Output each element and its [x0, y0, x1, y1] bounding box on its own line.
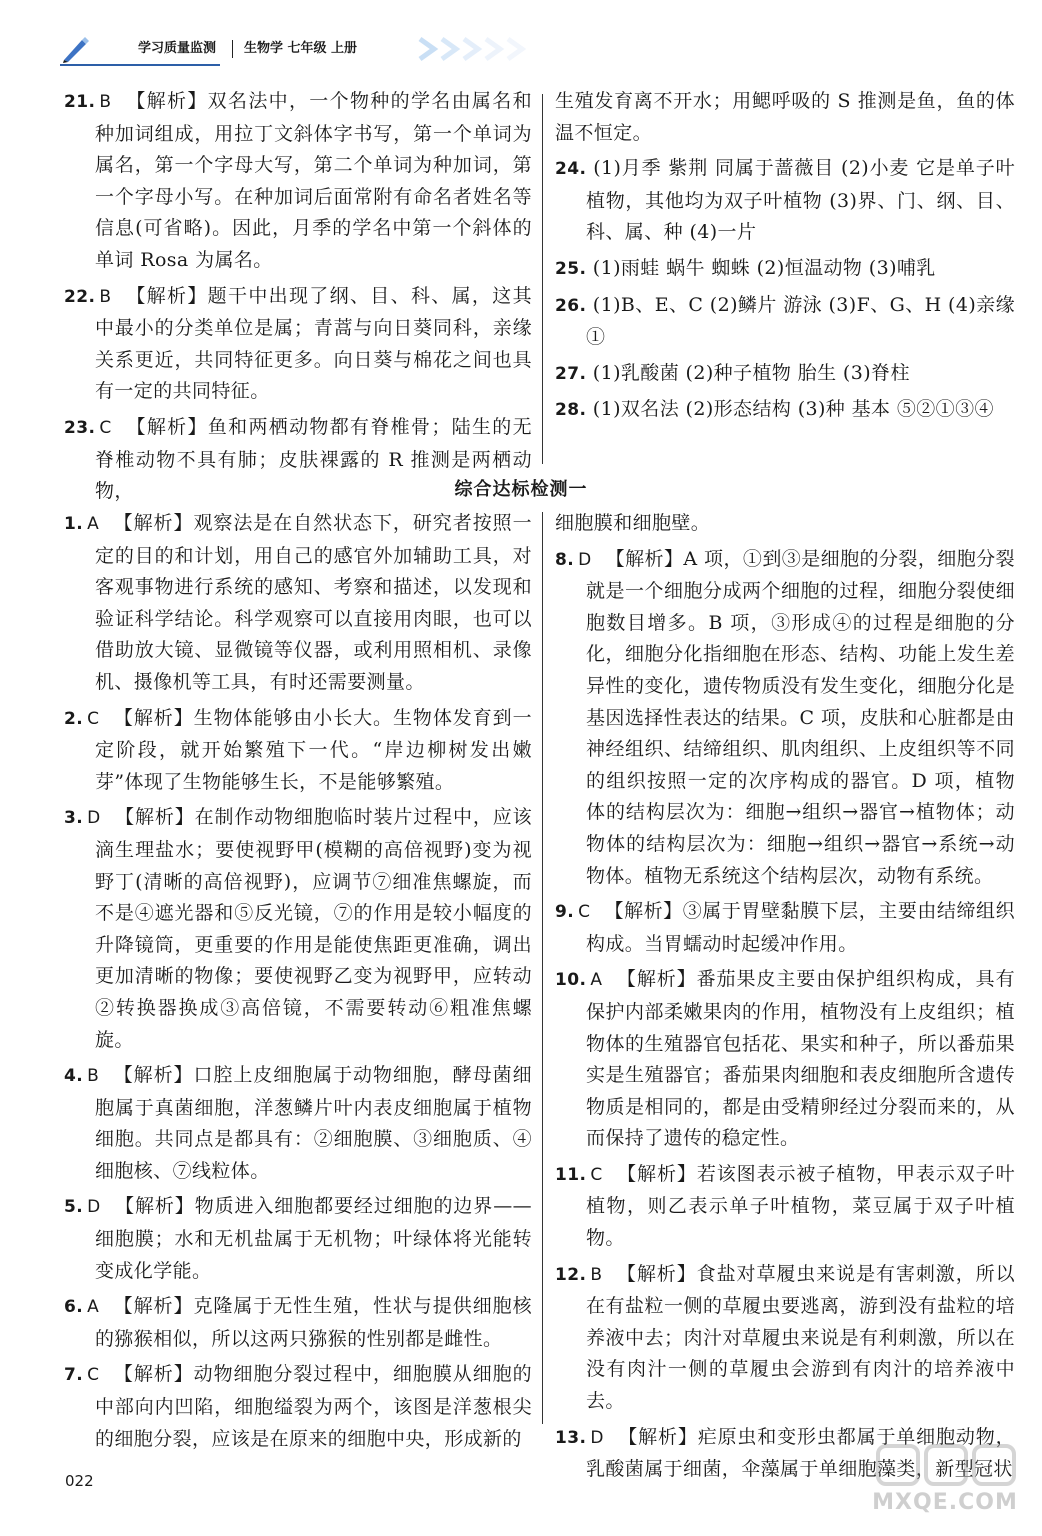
answers-top-right: [555, 86, 1015, 431]
pen-icon: [60, 34, 90, 64]
answer-item-9: 9. C 【解析】③属于胃壁黏膜下层，主要由结缔组织构成。当胃蠕动时起缓冲作用。: [555, 900, 1015, 955]
header-badge: 学习质量监测: [138, 41, 217, 56]
header-subtitle: 生物学 七年级 上册: [244, 41, 358, 56]
answer-item-24: 24. (1)月季 紫荆 同属于蔷薇目 (2)小麦 它是单子叶植物，其他均为双子叶植物 (3)界、门、纲、目、科、属、种 (4)一片: [555, 157, 1015, 244]
answer-item-23: 23. C 【解析】鱼和两栖动物都有脊椎骨；陆生的无脊椎动物不具有肺；皮肤裸露的 R 推测是两栖动物，: [64, 415, 532, 503]
chevron-decoration-icon: [410, 36, 540, 62]
answer-7-continued: 细胞膜和细胞壁。: [555, 512, 711, 534]
header-divider: [232, 40, 233, 58]
answer-item-5: 5. D 【解析】物质进入细胞都要经过细胞的边界——细胞膜；水和无机盐属于无机物；叶绿体将光能转变成化学能。: [64, 1195, 532, 1282]
watermark-text: MXQE.COM: [872, 1490, 1018, 1515]
answer-item-1: 1. A 【解析】观察法是在自然状态下，研究者按照一定的目的和计划，用自己的感官外加辅助工具，对客观事物进行系统的感知、考察和描述，以发现和验证科学结论。科学观察可以直接用肉眼，也可以借助放大镜、显微镜等仪器，或利用照相机、录像机、摄像机等工具，有时还需要测量。: [64, 512, 532, 693]
answers-bottom-right: [555, 508, 1015, 1490]
answer-item-25: 25. (1)雨蛙 蜗牛 蜘蛛 (2)恒温动物 (3)哺乳: [555, 256, 936, 279]
answer-item-27: 27. (1)乳酸菌 (2)种子植物 胎生 (3)脊柱: [555, 361, 910, 384]
answer-item-12: 12. B 【解析】食盐对草履虫来说是有害刺激，所以在有盐粒一侧的草履虫要逃离，游到没有盐粒的培养液中去；肉汁对草履虫来说是有利刺激，所以在没有肉汁一侧的草履虫会游到有肉汁的培养液中去。: [555, 1262, 1015, 1413]
answer-23-continued: 生殖发育离不开水；用鳃呼吸的 S 推测是鱼，鱼的体温不恒定。: [555, 90, 1015, 144]
answer-item-26: 26. (1)B、E、C (2)鳞片 游泳 (3)F、G、H (4)亲缘 ①: [555, 293, 1015, 349]
answer-item-21: 21. B 【解析】双名法中，一个物种的学名由属名和种加词组成，用拉丁文斜体字书写，第一个单词为属名，第一个字母大写，第二个单词为种加词，第一个字母小写。在种加词后面常附有命名者姓名等信息(可省略)。因此，月季的学名中第一个斜体的单词 Rosa 为属名。: [64, 90, 532, 271]
answer-item-7: 7. C 【解析】动物细胞分裂过程中，细胞膜从细胞的中部向内凹陷，细胞缢裂为两个，该图是洋葱根尖的细胞分裂，应该是在原来的细胞中央，形成新的: [64, 1363, 532, 1450]
watermark-stamp-icon: [870, 1440, 1020, 1490]
header-underline: [60, 64, 220, 66]
answers-top-left: [64, 86, 532, 512]
answer-item-28: 28. (1)双名法 (2)形态结构 (3)种 基本 ⑤②①③④: [555, 398, 994, 421]
answer-item-8: 8. D 【解析】A 项，①到③是细胞的分裂，细胞分裂就是一个细胞分成两个细胞的过程，细胞分裂使细胞数目增多。B 项，③形成④的过程是细胞的分化，细胞分化指细胞在形态、结构、功能上发生差异性的变化，遗传物质没有发生变化，细胞分化是基因选择性表达的结果。C 项，皮肤和心脏都是由神经组织、结缔组织、肌肉组织、上皮组织等不同的组织按照一定的次序构成的器官。D 项，植物体的结构层次为：细胞→组织→器官→植物体；动物体的结构层次为：细胞→组织→器官→系统→动物体。植物无系统这个结构层次，动物有系统。: [555, 547, 1015, 887]
page-number: 022: [65, 1472, 94, 1490]
answer-item-3: 3. D 【解析】在制作动物细胞临时装片过程中，应该滴生理盐水；要使视野甲(模糊的高倍视野)变为视野丁(清晰的高倍视野)，应调节⑦细准焦螺旋，而不是④遮光器和⑤反光镜，⑦的作用是较小幅度的升降镜筒，更重要的作用是能使焦距更准确，调出更加清晰的物像；要使视野乙变为视野甲，应转动②转换器换成③高倍镜，不需要转动⑥粗准焦螺旋。: [64, 806, 532, 1051]
column-divider: [542, 94, 543, 464]
column-divider: [542, 512, 543, 1424]
answer-item-4: 4. B 【解析】口腔上皮细胞属于动物细胞，酵母菌细胞属于真菌细胞，洋葱鳞片叶内表皮细胞属于植物细胞。共同点是都具有：②细胞膜、③细胞质、④细胞核、⑦线粒体。: [64, 1064, 532, 1182]
answers-bottom-left: [64, 508, 532, 1459]
answer-item-22: 22. B 【解析】题干中出现了纲、目、科、属，这其中最小的分类单位是属；青蒿与向日葵同科，亲缘关系更近，共同特征更多。向日葵与棉花之间也具有一定的共同特征。: [64, 284, 532, 403]
answer-item-11: 11. C 【解析】若该图表示被子植物，甲表示双子叶植物，则乙表示单子叶植物，菜豆属于双子叶植物。: [555, 1162, 1015, 1250]
answer-item-2: 2. C 【解析】生物体能够由小长大。生物体发育到一定阶段，就开始繁殖下一代。“岸边柳树发出嫩芽”体现了生物能够生长，不是能够繁殖。: [64, 706, 532, 793]
watermark-logo: [870, 1440, 1020, 1520]
section-title: 综合达标检测一: [454, 479, 588, 500]
answer-item-10: 10. A 【解析】番茄果皮主要由保护组织构成，具有保护内部柔嫩果肉的作用，植物没有上皮组织；植物体的生殖器官包括花、果实和种子，所以番茄果实是生殖器官；番茄果肉细胞和表皮细胞所含遗传物质是相同的，都是由受精卵经过分裂而来的，从而保持了遗传的稳定性。: [555, 968, 1015, 1150]
page-header: [60, 28, 500, 68]
answer-item-13: 13. D 【解析】疟原虫和变形虫都属于单细胞动物，乳酸菌属于细菌，伞藻属于单细胞藻类，新型冠状: [555, 1425, 1015, 1481]
answer-item-6: 6. A 【解析】克隆属于无性生殖，性状与提供细胞核的猕猴相似，所以这两只猕猴的性别都是雌性。: [64, 1295, 532, 1350]
